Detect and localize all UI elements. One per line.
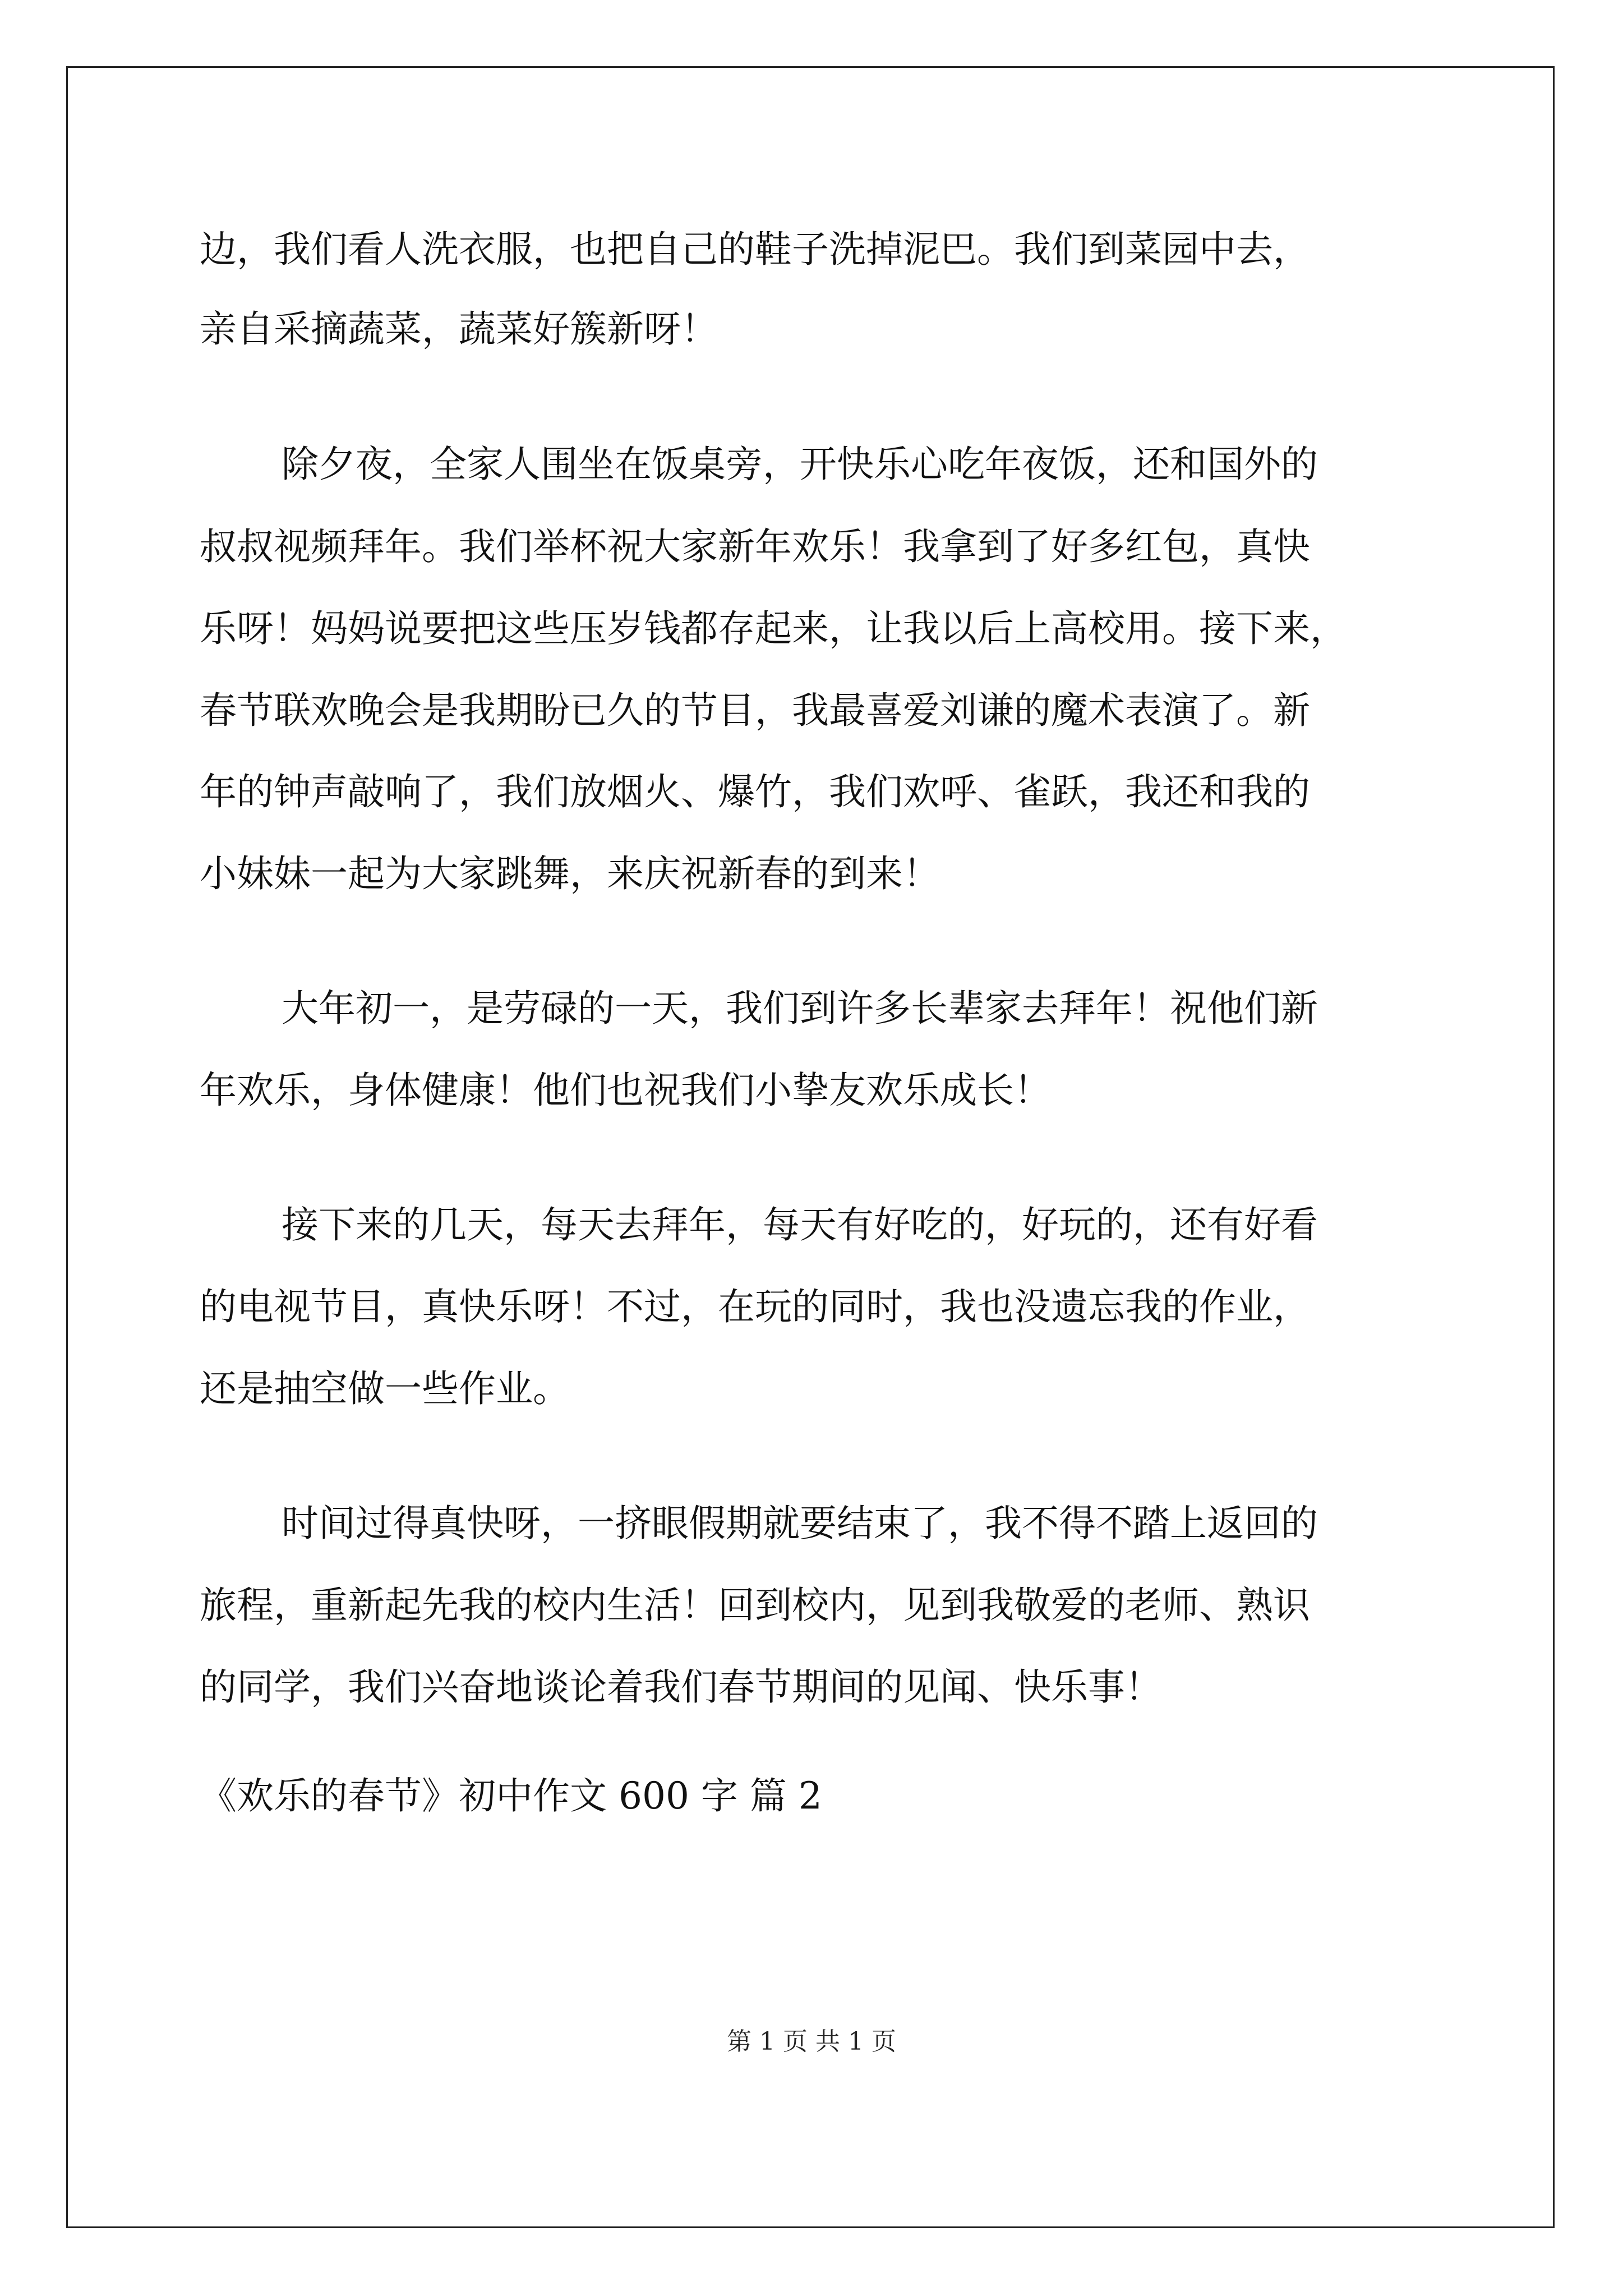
body-line-12: 的电视节目，真快乐呀！不过，在玩的同时，我也没遗忘我的作业，	[200, 1285, 1310, 1328]
body-line-3: 除夕夜，全家人围坐在饭桌旁，开快乐心吃年夜饭，还和国外的	[282, 443, 1318, 486]
body-line-5: 乐呀！妈妈说要把这些压岁钱都存起来，让我以后上高校用。接下来，	[200, 607, 1347, 650]
body-line-14: 时间过得真快呀，一挤眼假期就要结束了，我不得不踏上返回的	[282, 1502, 1318, 1545]
body-line-10: 年欢乐，身体健康！他们也祝我们小挚友欢乐成长！	[200, 1069, 1051, 1112]
page-border	[66, 66, 1555, 2228]
body-line-9: 大年初一，是劳碌的一天，我们到许多长辈家去拜年！祝他们新	[282, 987, 1318, 1030]
body-line-2: 亲自采摘蔬菜，蔬菜好簇新呀！	[200, 307, 718, 351]
body-line-11: 接下来的几天，每天去拜年，每天有好吃的，好玩的，还有好看	[282, 1203, 1318, 1246]
body-line-8: 小妹妹一起为大家跳舞，来庆祝新春的到来！	[200, 852, 940, 895]
body-line-15: 旅程，重新起先我的校内生活！回到校内，见到我敬爱的老师、熟识	[200, 1584, 1310, 1627]
body-line-13: 还是抽空做一些作业。	[200, 1367, 570, 1410]
page-footer: 第 1 页 共 1 页	[727, 2027, 896, 2056]
section-heading: 《欢乐的春节》初中作文 600 字 篇 2	[200, 1774, 822, 1818]
body-line-1: 边，我们看人洗衣服，也把自己的鞋子洗掉泥巴。我们到菜园中去，	[200, 228, 1310, 271]
body-line-6: 春节联欢晚会是我期盼已久的节目，我最喜爱刘谦的魔术表演了。新	[200, 689, 1310, 732]
body-line-4: 叔叔视频拜年。我们举杯祝大家新年欢乐！我拿到了好多红包，真快	[200, 525, 1310, 568]
body-line-16: 的同学，我们兴奋地谈论着我们春节期间的见闻、快乐事！	[200, 1665, 1162, 1709]
body-line-7: 年的钟声敲响了，我们放烟火、爆竹，我们欢呼、雀跃，我还和我的	[200, 770, 1310, 813]
